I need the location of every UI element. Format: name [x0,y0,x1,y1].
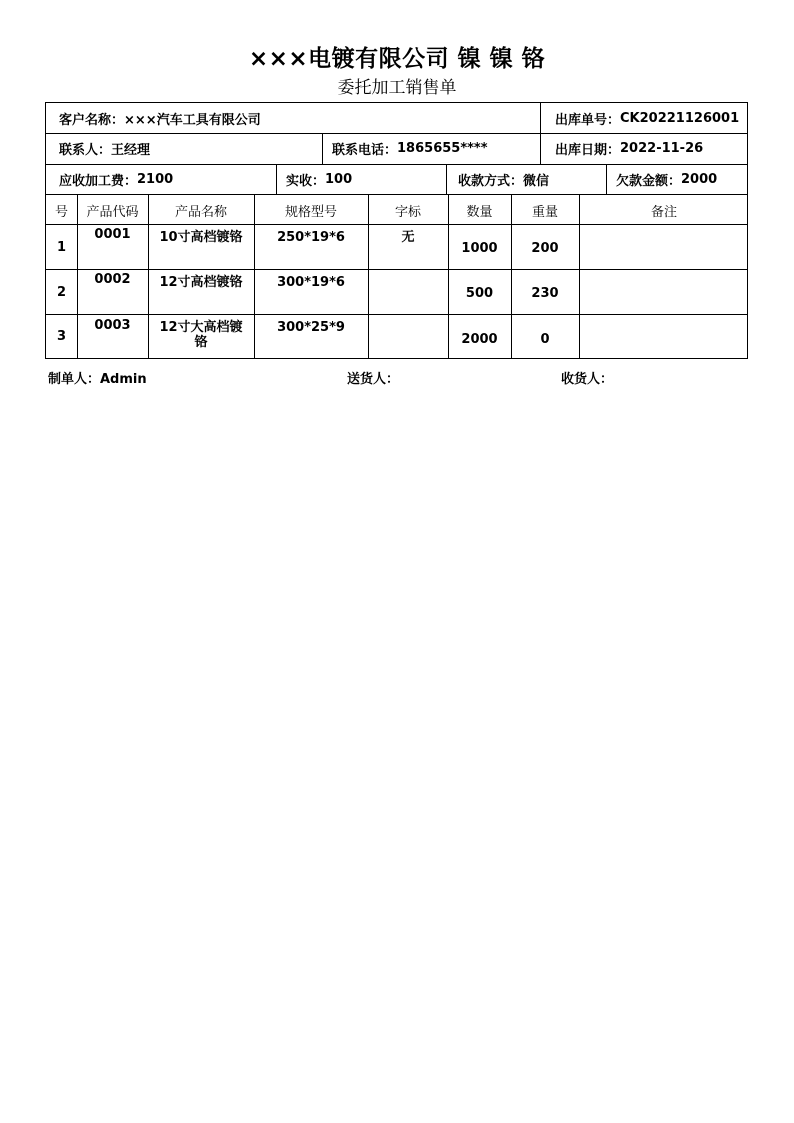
header-no: 号 [54,204,68,220]
header-mark: 字标 [394,204,421,220]
date-label: 出库日期： [555,143,621,158]
row3-spec: 300*25*9 [277,320,345,335]
row2-quantity: 500 [465,286,494,301]
date-value: 2022-11-26 [620,141,704,156]
row3-name: 12寸大高档镀铬 [159,320,243,350]
row1-no: 1 [56,240,67,255]
contact-label: 联系人： [59,143,112,158]
header-quantity: 数量 [466,204,493,220]
payment-method-value: 微信 [523,173,550,189]
row1-spec: 250*19*6 [277,230,345,245]
header-note: 备注 [650,204,677,220]
sales-order-form [45,102,748,359]
deliverer-field: 送货人： [347,372,400,387]
row-divider [46,269,747,270]
receiver-field: 收货人： [561,372,614,387]
row2-name: 12寸高档镀铬 [159,275,243,290]
col-divider [276,164,277,194]
row1-code: 0001 [94,227,131,242]
customer-field [59,103,261,133]
row2-weight: 230 [531,286,559,301]
header-product-name: 产品名称 [174,204,227,220]
customer-label: 客户名称： [59,112,125,128]
col-divider [606,164,607,194]
row2-code: 0002 [94,272,131,287]
owed-amount-label: 欠款金额： [616,173,682,189]
row1-mark: 无 [401,230,415,245]
col-divider [322,133,323,164]
customer-value: ×××汽车工具有限公司 [124,112,261,128]
fee-value: 2100 [137,171,174,187]
row-divider [46,314,747,315]
row3-weight: 0 [540,332,550,347]
document-title: ×××电镀有限公司 镍 镍 铬 [248,46,546,72]
col-divider [446,164,447,194]
row2-spec: 300*19*6 [277,275,345,290]
owed-amount-value: 2000 [681,171,718,187]
contact-value: 王经理 [111,143,151,158]
order-number-label: 出库单号： [555,112,621,128]
fee-field [59,164,173,194]
row3-no: 3 [56,329,67,344]
header-product-code: 产品代码 [86,204,139,220]
payment-method-label: 收款方式： [458,173,524,189]
row1-quantity: 1000 [461,241,498,256]
col-divider [540,103,541,164]
maker-field: 制单人：Admin [48,372,147,387]
contact-field [59,133,150,164]
header-spec: 规格型号 [284,204,337,220]
row3-quantity: 2000 [461,332,498,347]
row2-no: 2 [56,285,67,300]
received-value: 100 [325,171,353,187]
order-number-value: CK20221126001 [620,110,740,126]
order-number-field [555,103,739,133]
received-field [286,164,352,194]
row1-name: 10寸高档镀铬 [159,230,243,245]
row3-code: 0003 [94,318,131,333]
document-subtitle: 委托加工销售单 [337,78,457,98]
received-label: 实收： [286,173,326,189]
payment-method-field [458,164,549,194]
phone-field [332,133,488,164]
phone-value: 1865655**** [397,141,488,156]
row1-weight: 200 [531,241,559,256]
owed-amount-field [616,164,717,194]
fee-label: 应收加工费： [59,173,138,189]
date-field [555,133,703,164]
phone-label: 联系电话： [332,143,398,158]
header-weight: 重量 [531,204,558,220]
